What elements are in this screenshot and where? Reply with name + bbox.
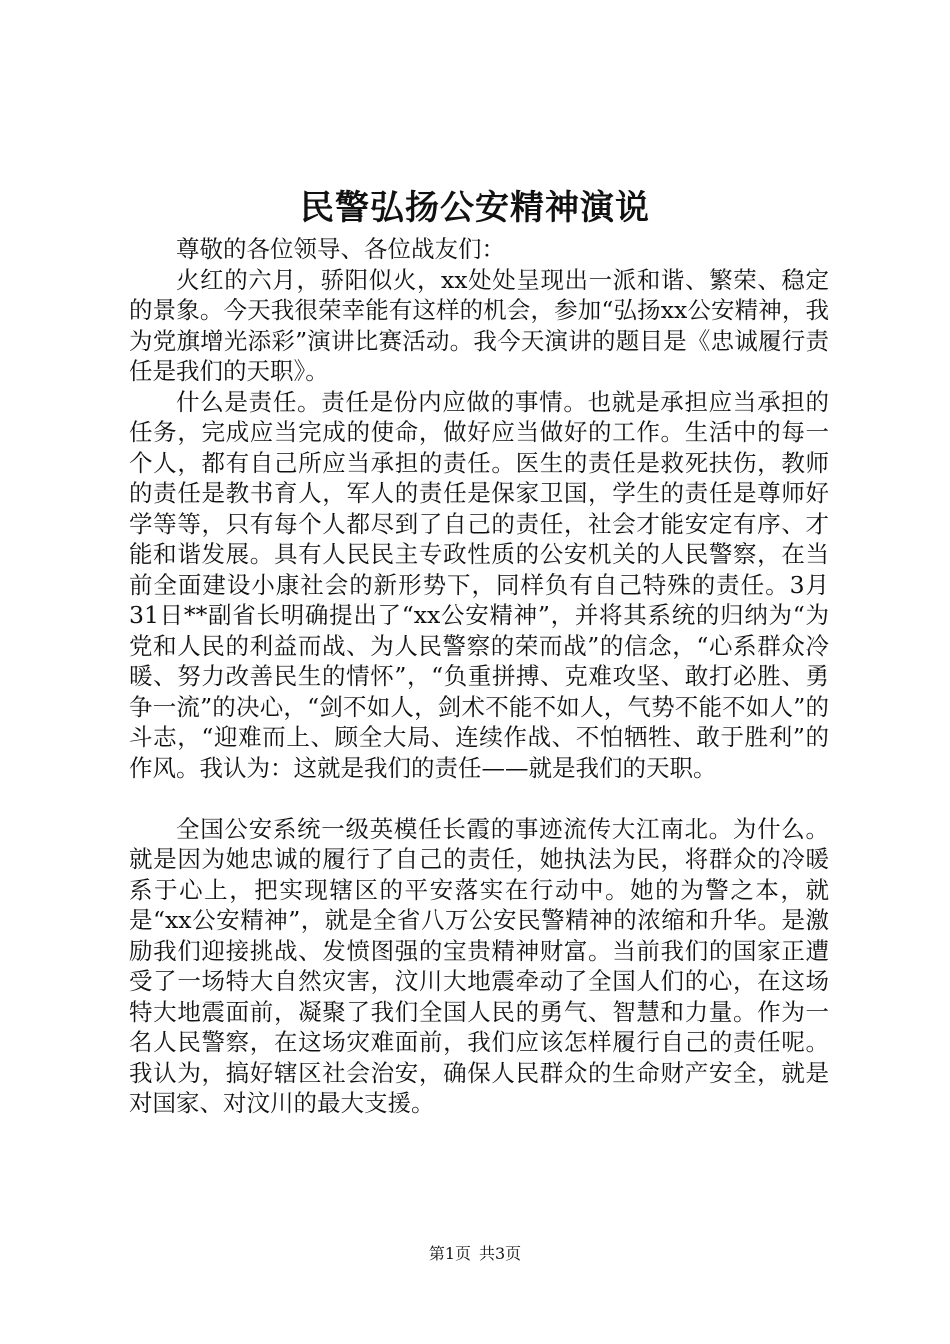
greeting-paragraph: 尊敬的各位领导、各位战友们： — [176, 235, 505, 263]
body-paragraph-1: 火红的六月，骄阳似火，xx处处呈现出一派和谐、繁荣、稳定的景象。今天我很荣幸能有这样的机会，参加“弘扬xx公安精神，我为党旗增光添彩”演讲比赛活动。我今天演讲的题目是《忠诚履行责任是我们的天职》。 — [129, 265, 829, 385]
document-title: 民警弘扬公安精神演说 — [300, 188, 650, 228]
page-total: 共3页 — [479, 1244, 522, 1263]
body-paragraph-3: 全国公安系统一级英模任长霞的事迹流传大江南北。为什么。就是因为她忠诚的履行了自己的责任，她执法为民，将群众的冷暖系于心上，把实现辖区的平安落实在行动中。她的为警之本，就是“xx公安精神”，就是全省八万公安民警精神的浓缩和升华。是激励我们迎接挑战、发愤图强的宝贵精神财富。当前我们的国家正遭受了一场特大自然灾害，汶川大地震牵动了全国人们的心，在这场特大地震面前，凝聚了我们全国人民的勇气、智慧和力量。作为一名人民警察，在这场灾难面前，我们应该怎样履行自己的责任呢。我认为，搞好辖区社会治安，确保人民群众的生命财产安全，就是对国家、对汶川的最大支援。 — [129, 814, 829, 1117]
page-footer — [0, 1243, 950, 1265]
page-number: 第1页 — [428, 1244, 471, 1263]
body-paragraph-2: 什么是责任。责任是份内应做的事情。也就是承担应当承担的任务，完成应当完成的使命，做好应当做好的工作。生活中的每一个人，都有自己所应当承担的责任。医生的责任是救死扶伤，教师的责任是教书育人，军人的责任是保家卫国，学生的责任是尊师好学等等，只有每个人都尽到了自己的责任，社会才能安定有序、才能和谐发展。具有人民民主专政性质的公安机关的人民警察，在当前全面建设小康社会的新形势下，同样负有自己特殊的责任。3月31日**副省长明确提出了“xx公安精神”，并将其系统的归纳为“为党和人民的利益而战、为人民警察的荣而战”的信念，“心系群众冷暖、努力改善民生的情怀”，“负重拼搏、克难攻坚、敢打必胜、勇争一流”的决心，“剑不如人，剑术不能不如人，气势不能不如人”的斗志，“迎难而上、顾全大局、连续作战、不怕牺牲、敢于胜利”的作风。我认为：这就是我们的责任——就是我们的天职。 — [129, 387, 829, 782]
document-body — [129, 234, 829, 1119]
